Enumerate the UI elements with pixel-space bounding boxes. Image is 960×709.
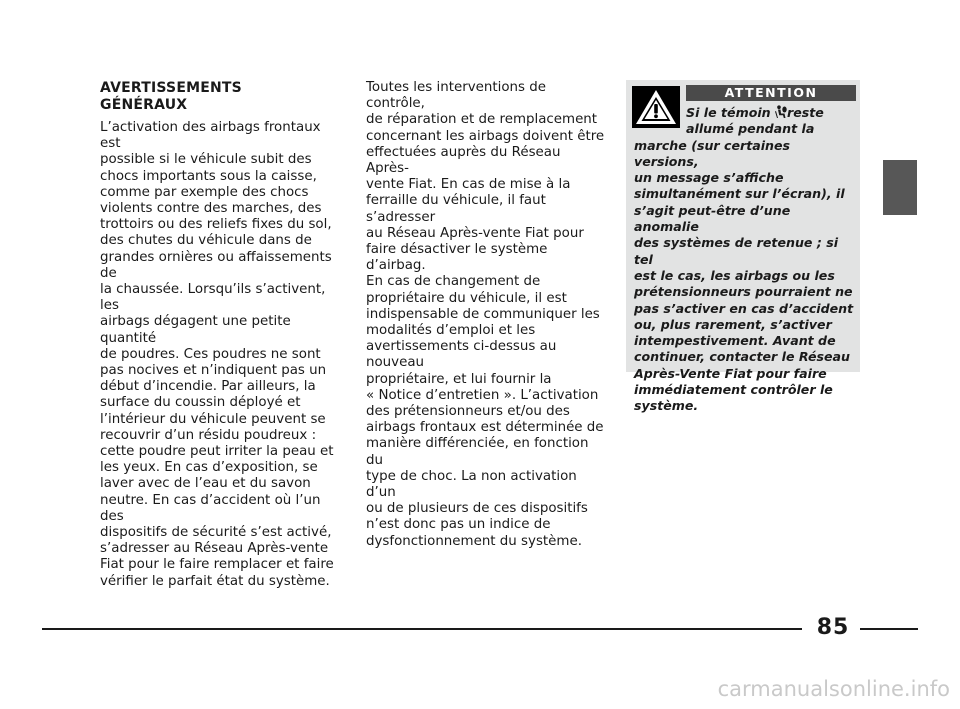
- text-line: « Notice d’entretien ». L’activation: [366, 387, 599, 403]
- text-line: Toutes les interventions de contrôle,: [366, 80, 546, 112]
- attention-line: prétensionneurs pourraient ne: [634, 284, 853, 300]
- text-line: vente Fiat. En cas de mise à la: [366, 177, 571, 193]
- attention-line: simultanément sur l’écran), il: [634, 186, 845, 202]
- warnings-paragraph: [100, 120, 340, 590]
- attention-line: est le cas, les airbags ou les: [634, 267, 835, 283]
- text-line: chocs importants sous la caisse,: [100, 168, 317, 184]
- text-line: Fiat pour le faire remplacer et faire: [100, 557, 334, 573]
- text-line: au Réseau Après-vente Fiat pour: [366, 225, 584, 241]
- text-line: surface du coussin déployé et: [100, 395, 301, 411]
- text-line: début d’incendie. Par ailleurs, la: [100, 379, 316, 395]
- attention-line: Après-Vente Fiat pour faire: [634, 365, 827, 381]
- text-line: avertissements ci-dessus au nouveau: [366, 339, 557, 371]
- footer-rule: [860, 628, 918, 630]
- text-line: effectuées auprès du Réseau Après-: [366, 144, 561, 177]
- attention-line: système.: [634, 398, 699, 414]
- text-line: indispensable de communiquer les: [366, 306, 600, 322]
- text-line: neutre. En cas d’accident où l’un des: [100, 492, 321, 524]
- text-line: manière différenciée, en fonction du: [366, 436, 589, 468]
- attention-line: immédiatement contrôler le: [634, 382, 833, 398]
- attention-line: allumé pendant la: [686, 121, 815, 137]
- attention-line: ou, plus rarement, s’activer: [634, 316, 832, 332]
- attention-message: [634, 105, 856, 415]
- service-instructions-column: [366, 80, 606, 550]
- text-line: faire désactiver le système d’airbag.: [366, 242, 548, 274]
- text-line: laver avec de l’eau et du savon: [100, 476, 311, 492]
- attention-header: ATTENTION: [686, 85, 856, 101]
- text-line: airbags frontaux est déterminée de: [366, 420, 604, 436]
- text-line: des chutes du véhicule dans de: [100, 233, 312, 249]
- text-line: les yeux. En cas d’exposition, se: [100, 460, 318, 476]
- text-line: dysfonctionnement du système.: [366, 533, 582, 549]
- text-line: l’intérieur du véhicule peuvent se: [100, 411, 326, 427]
- page-number: 85: [816, 615, 850, 640]
- attention-text-fragment: reste: [787, 105, 824, 120]
- text-line: modalités d’emploi et les: [366, 323, 536, 339]
- section-thumb-tab: [883, 160, 917, 215]
- text-line: cette poudre peut irriter la peau et: [100, 444, 334, 460]
- attention-line: continuer, contacter le Réseau: [634, 349, 850, 365]
- text-line: pas nocives et n’indiquent pas un: [100, 363, 327, 379]
- attention-line: un message s’affiche: [634, 170, 784, 186]
- text-line: concernant les airbags doivent être: [366, 128, 605, 144]
- text-line: En cas de changement de: [366, 274, 541, 290]
- text-line: dispositifs de sécurité s’est activé,: [100, 525, 332, 541]
- text-line: L’activation des airbags frontaux est: [100, 120, 321, 152]
- heading-line: AVERTISSEMENTS: [100, 80, 242, 96]
- attention-line: intempestivement. Avant de: [634, 333, 836, 349]
- text-line: la chaussée. Lorsqu’ils s’activent, les: [100, 282, 326, 314]
- text-line: de réparation et de remplacement: [366, 112, 598, 128]
- airbag-warning-light-icon: [775, 105, 787, 119]
- watermark: carmanualsonline.info: [717, 677, 950, 701]
- text-line: propriétaire, et lui fournir la: [366, 371, 552, 387]
- footer-rule: [42, 628, 802, 630]
- text-line: possible si le véhicule subit des: [100, 152, 312, 168]
- attention-first-line: [634, 105, 856, 121]
- section-heading: [100, 80, 340, 113]
- text-line: n’est donc pas un indice de: [366, 517, 551, 533]
- text-line: vérifier le parfait état du système.: [100, 573, 330, 589]
- text-line: ou de plusieurs de ces dispositifs: [366, 501, 588, 517]
- text-line: violents contre des marches, des: [100, 201, 322, 217]
- text-line: des prétensionneurs et/ou des: [366, 404, 570, 420]
- text-line: propriétaire du véhicule, il est: [366, 290, 567, 306]
- attention-line: pas s’activer en cas d’accident: [634, 300, 854, 316]
- text-line: de poudres. Ces poudres ne sont: [100, 346, 321, 362]
- text-line: comme par exemple des chocs: [100, 184, 309, 200]
- attention-line: marche (sur certaines versions,: [634, 137, 791, 169]
- heading-line: GÉNÉRAUX: [100, 96, 188, 113]
- attention-line: s’agit peut-être d’une anomalie: [634, 202, 791, 235]
- text-line: type de choc. La non activation d’un: [366, 468, 577, 501]
- attention-line: des systèmes de retenue ; si tel: [634, 235, 839, 267]
- attention-text-fragment: Si le témoin: [686, 105, 776, 120]
- text-line: grandes ornières ou affaissements de: [100, 249, 332, 281]
- text-line: ferraille du véhicule, il faut s’adresser: [366, 193, 546, 225]
- text-line: recouvrir d’un résidu poudreux :: [100, 427, 317, 443]
- text-line: trottoirs ou des reliefs fixes du sol,: [100, 217, 332, 233]
- text-line: airbags dégagent une petite quantité: [100, 314, 291, 346]
- text-line: s’adresser au Réseau Après-vente: [100, 541, 329, 557]
- general-warnings-column: [100, 80, 340, 590]
